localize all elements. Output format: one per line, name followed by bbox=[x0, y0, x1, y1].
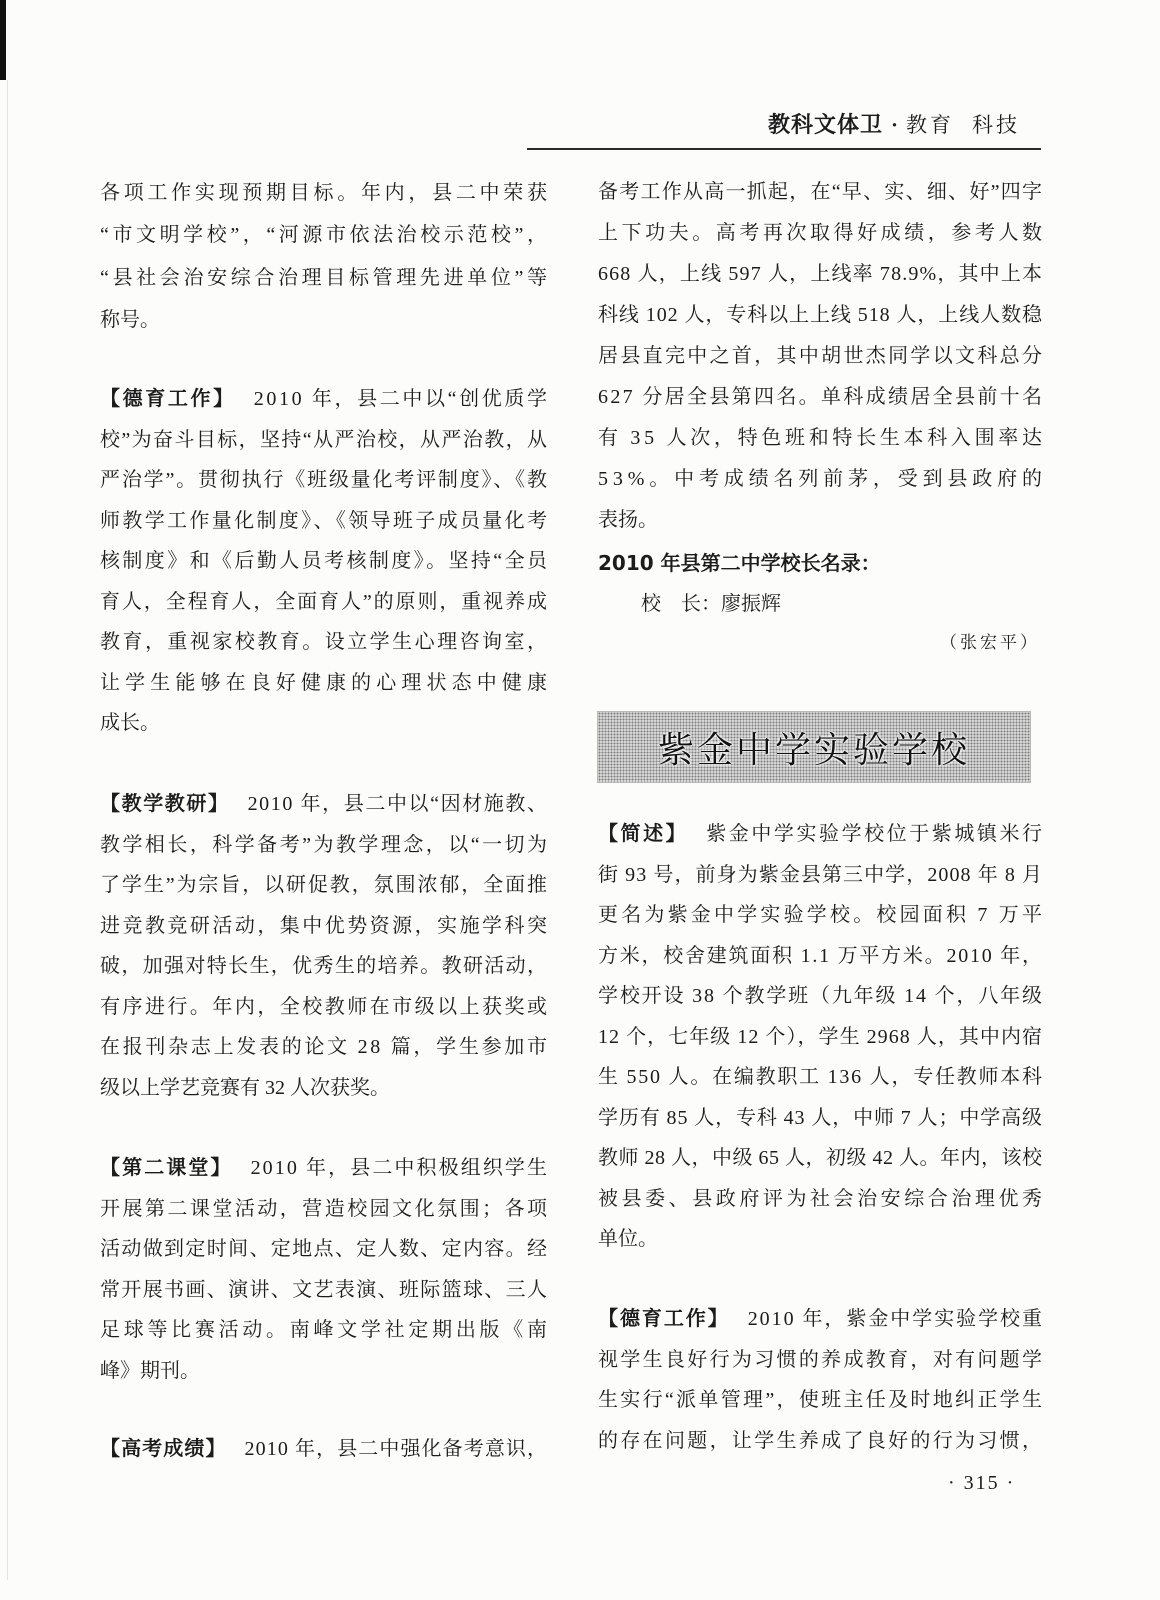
text-line: 教育，重视家校教育。设立学生心理咨询室， bbox=[100, 631, 550, 653]
principal-list-title: 2010 年县第二中学校长名录： bbox=[598, 551, 881, 575]
text-line: 成长。 bbox=[100, 712, 160, 734]
section-label: 【德育工作】 bbox=[100, 386, 236, 410]
header-rule bbox=[527, 148, 1041, 150]
header-topic-education: 教育 bbox=[906, 113, 954, 137]
paragraph-school-overview bbox=[598, 813, 1046, 1260]
paragraph-moral-education-zijin bbox=[598, 1298, 1045, 1461]
paragraph-teaching-research bbox=[100, 783, 550, 1108]
text-line: 视学生良好行为习惯的养成教育，对有问题学 bbox=[598, 1348, 1045, 1371]
text-line: 更名为紫金中学实验学校。校园面积 7 万平 bbox=[598, 904, 1046, 926]
text-line: 称号。 bbox=[100, 308, 160, 331]
section-title-box bbox=[597, 711, 1031, 783]
text-line: 方米，校舍建筑面积 1.1 万平方米。2010 年， bbox=[598, 944, 1044, 967]
text-line: 备考工作从高一抓起，在“早、实、细、好”四字 bbox=[598, 181, 1044, 203]
text-line: 53%。中考成绩名列前茅，受到县政府的 bbox=[598, 468, 1047, 490]
text-line: 上下功夫。高考再次取得好成绩，参考人数 bbox=[598, 222, 1046, 244]
text-line: 街 93 号，前身为紫金县第三中学，2008 年 8 月 bbox=[598, 863, 1044, 886]
text-line: “县社会治安综合治理目标管理先进单位”等 bbox=[100, 266, 551, 289]
text-line: 峰》期刊。 bbox=[100, 1359, 200, 1382]
text-line: 有序进行。年内，全校教师在市级以上获奖或 bbox=[100, 995, 550, 1018]
principal-entry: 校 长：廖振辉 bbox=[641, 593, 781, 615]
text-line: 严治学”。贯彻执行《班级量化考评制度》、《教 bbox=[100, 469, 549, 491]
text-line: 有 35 人次，特色班和特长生本科入围率达 bbox=[598, 427, 1046, 449]
text-line: 师教学工作量化制度》、《领导班子成员量化考 bbox=[100, 509, 550, 532]
text-line: 开展第二课堂活动，营造校园文化氛围；各项 bbox=[100, 1197, 550, 1220]
text-line bbox=[100, 783, 547, 825]
text-line bbox=[598, 813, 1045, 855]
text-line: 教师 28 人，中级 65 人，初级 42 人。年内，该校 bbox=[598, 1147, 1043, 1169]
text-line: 表扬。 bbox=[598, 509, 658, 531]
text-line: 668 人，上线 597 人，上线率 78.9%，其中上本 bbox=[598, 263, 1044, 285]
section-label: 【德育工作】 bbox=[598, 1306, 730, 1330]
page-number: · 315 · bbox=[948, 1472, 1016, 1494]
paragraph-moral-education bbox=[100, 378, 553, 744]
author-byline: （张宏平） bbox=[940, 633, 1040, 652]
line-text: 2010 年，县二中以“因材施教、 bbox=[247, 793, 549, 815]
text-line: 被县委、县政府评为社会治安综合治理优秀 bbox=[598, 1187, 1046, 1210]
section-label: 【简述】 bbox=[598, 821, 689, 845]
text-line: 学校开设 38 个教学班（九年级 14 个，八年级 bbox=[598, 985, 1044, 1007]
line-text: 2010 年，紫金中学实验学校重 bbox=[747, 1308, 1044, 1330]
text-line: 12 个，七年级 12 个），学生 2968 人，其中内宿 bbox=[598, 1025, 1044, 1048]
running-header bbox=[768, 108, 1020, 143]
header-divider: · bbox=[890, 113, 898, 137]
text-line: 在报刊杂志上发表的论文 28 篇，学生参加市 bbox=[100, 1036, 550, 1058]
line-text: 2010 年，县二中以“创优质学 bbox=[253, 388, 550, 410]
paragraph-gaokao-results bbox=[100, 1428, 547, 1470]
text-line: 足球等比赛活动。南峰文学社定期出版《南 bbox=[100, 1319, 551, 1341]
line-text: 2010 年，县二中强化备考意识， bbox=[244, 1438, 549, 1460]
paragraph-honors-continued bbox=[100, 172, 551, 341]
text-line: 居县直完中之首，其中胡世杰同学以文科总分 bbox=[598, 345, 1045, 367]
text-line: 学历有 85 人，专科 43 人，中师 7 人；中学高级 bbox=[598, 1106, 1043, 1129]
text-line: 破，加强对特长生，优秀生的培养。教研活动， bbox=[100, 955, 549, 977]
text-line: 常开展书画、演讲、文艺表演、班际篮球、三人 bbox=[100, 1278, 549, 1301]
text-line: 生 550 人。在编教职工 136 人，专任教师本科 bbox=[598, 1066, 1044, 1088]
scan-edge-line bbox=[7, 80, 8, 1580]
section-label: 【教学教研】 bbox=[100, 791, 230, 815]
scan-edge-mark bbox=[0, 0, 6, 80]
text-line: 校”为奋斗目标，坚持“从严治校，从严治教，从 bbox=[100, 428, 549, 451]
section-title: 紫金中学实验学校 bbox=[657, 729, 970, 771]
text-line: 核制度》和《后勤人员考核制度》。坚持“全员 bbox=[100, 550, 550, 572]
section-label: 【高考成绩】 bbox=[100, 1436, 227, 1460]
text-line: 生实行“派单管理”，使班主任及时地纠正学生 bbox=[598, 1389, 1045, 1411]
text-line: 单位。 bbox=[598, 1228, 658, 1250]
text-line: 各项工作实现预期目标。年内，县二中荣获 bbox=[100, 182, 551, 204]
text-line: 的存在问题，让学生养成了良好的行为习惯， bbox=[598, 1429, 1045, 1452]
text-line bbox=[598, 1298, 1042, 1340]
text-line: 育人，全程育人，全面育人”的原则，重视养成 bbox=[100, 590, 549, 613]
header-section: 教科文体卫 bbox=[767, 113, 883, 138]
line-text: 2010 年，县二中积极组织学生 bbox=[250, 1157, 550, 1179]
text-line: 科线 102 人，专科以上上线 518 人，上线人数稳 bbox=[598, 304, 1043, 326]
text-line: “市文明学校”，“河源市依法治校示范校”， bbox=[100, 224, 551, 247]
paragraph-gaokao-results-continued bbox=[598, 172, 1047, 541]
text-line: 了学生”为宗旨，以研促教，氛围浓郁，全面推 bbox=[100, 874, 549, 896]
text-line: 627 分居全县第四名。单科成绩居全县前十名 bbox=[598, 386, 1045, 408]
text-line: 让学生能够在良好健康的心理状态中健康 bbox=[100, 671, 553, 694]
paragraph-second-classroom bbox=[100, 1147, 551, 1391]
header-topic-technology: 科技 bbox=[972, 113, 1020, 137]
text-line: 级以上学艺竞赛有 32 人次获奖。 bbox=[100, 1076, 390, 1099]
text-line: 进竞教竞研活动，集中优势资源，实施学科突 bbox=[100, 914, 550, 937]
line-text: 紫金中学实验学校位于紫城镇米行 bbox=[706, 823, 1045, 845]
text-line bbox=[100, 1428, 547, 1470]
text-line bbox=[100, 378, 550, 420]
text-line bbox=[100, 1147, 550, 1189]
text-line: 活动做到定时间、定地点、定人数、定内容。经 bbox=[100, 1238, 549, 1260]
section-label: 【第二课堂】 bbox=[100, 1155, 233, 1179]
text-line: 教学相长，科学备考”为教学理念，以“一切为 bbox=[100, 833, 550, 856]
